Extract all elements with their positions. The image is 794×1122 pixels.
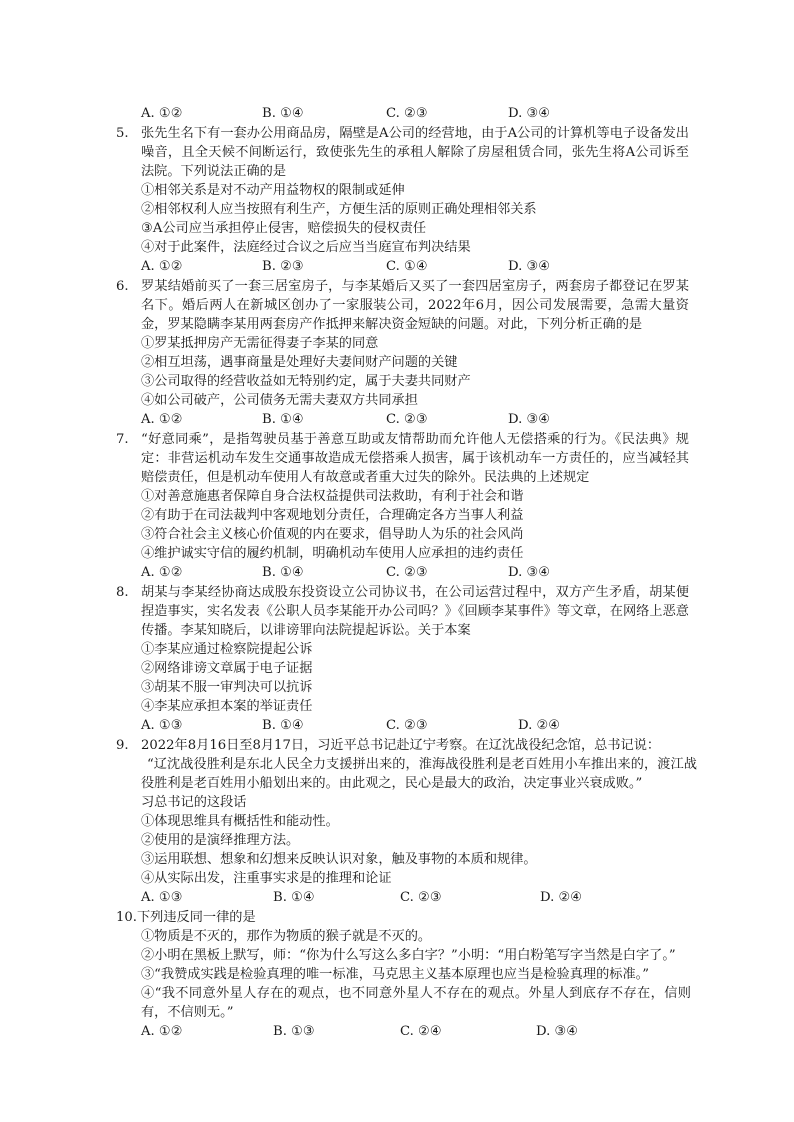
statement-3: ③A公司应当承担停止侵害，赔偿损失的侵权责任: [141, 221, 427, 236]
question-number: 8.: [116, 585, 129, 600]
option-c: C. ②③: [400, 890, 442, 905]
options-row: [0, 1022, 794, 1041]
options-row: [0, 257, 794, 276]
options-row: [0, 716, 794, 735]
option-b: B. ①④: [262, 718, 304, 733]
question-stem: 下列违反同一律的是: [137, 910, 256, 925]
question-prompt: 习总书记的这段话: [141, 795, 247, 810]
statement-4: ④“我不同意外星人存在的观点，也不同意外星人不存在的观点。外星人到底存不存在，信则有，不信则无。”: [141, 986, 691, 1020]
option-d: D. ③④: [508, 259, 551, 274]
option-a: A. ①②: [141, 565, 183, 580]
statement-3: ③胡某不服一审判决可以抗诉: [141, 680, 313, 695]
statement-1: ①对善意施惠者保障自身合法权益提供司法救助，有利于社会和谐: [141, 489, 524, 504]
statement-1: ①相邻关系是对不动产用益物权的限制或延伸: [141, 183, 405, 198]
option-d: D. ③④: [508, 106, 551, 121]
option-a: A. ①②: [141, 259, 183, 274]
option-a: A. ①③: [141, 890, 183, 905]
statement-4: ④李某应承担本案的举证责任: [141, 699, 313, 714]
option-c: C. ②④: [400, 1024, 442, 1039]
question-8: [0, 583, 794, 735]
option-a: A. ①③: [141, 718, 183, 733]
statement-3: ③符合社会主义核心价值观的内在要求，倡导助人为乐的社会风尚: [141, 527, 524, 542]
option-c: C. ②③: [386, 565, 428, 580]
question-number: 9.: [116, 738, 129, 753]
question-number: 10.: [116, 910, 137, 925]
statement-1: ①体现思维具有概括性和能动性。: [141, 814, 339, 829]
option-b: B. ①④: [262, 412, 304, 427]
exam-page: [0, 104, 794, 1042]
question-6: [0, 277, 794, 429]
statement-4: ④维护诚实守信的履约机制，明确机动车使用人应承担的违约责任: [141, 546, 524, 561]
options-row: [0, 410, 794, 429]
question-stem: 胡某与李某经协商达成股东投资设立公司协议书，在公司运营过程中，双方产生矛盾，胡某便捏造事实，实名发表《公职人员李某能开办公司吗？》《回顾李某事件》等文章，在网络上恶意传播。李某知晓后，以诽谤罪向法院提起诉讼。关于本案: [141, 585, 689, 638]
option-b: B. ①④: [273, 890, 315, 905]
option-d: D. ③④: [508, 412, 551, 427]
statement-1: ①李某应通过检察院提起公诉: [141, 642, 313, 657]
option-c: C. ②③: [386, 106, 428, 121]
statement-4: ④从实际出发，注重事实求是的推理和论证: [141, 871, 392, 886]
statement-4: ④如公司破产，公司债务无需夫妻双方共同承担: [141, 393, 418, 408]
option-b: B. ①④: [262, 106, 304, 121]
question-7: [0, 430, 794, 582]
option-c: C. ②③: [386, 412, 428, 427]
option-c: C. ②③: [386, 718, 428, 733]
quotation: “辽沈战役胜利是东北人民全力支援拼出来的，淮海战役胜利是老百姓用小车推出来的，渡江战役胜利是老百姓用小船划出来的。由此观之，民心是最大的政治，决定事业兴衰成败。”: [141, 757, 697, 791]
option-a: A. ①②: [141, 412, 183, 427]
question-stem: 罗某结婚前买了一套三居室房子，与李某婚后又买了一套四居室房子，两套房子都登记在罗某名下。婚后两人在新城区创办了一家服装公司，2022年6月，因公司发展需要，急需大量资金，罗某隐瞒李某用两套房产作抵押来解决资金短缺的问题。对此，下列分析正确的是: [141, 279, 689, 332]
statement-3: ③“我赞成实践是检验真理的唯一标准，马克思主义基本原理也应当是检验真理的标准。”: [141, 967, 650, 982]
statement-4: ④对于此案件，法庭经过合议之后应当当庭宣布判决结果: [141, 240, 471, 255]
question-5: [0, 124, 794, 276]
statement-2: ②使用的是演绎推理方法。: [141, 833, 300, 848]
question-9: [0, 736, 794, 907]
statement-3: ③运用联想、想象和幻想来反映认识对象，触及事物的本质和规律。: [141, 852, 537, 867]
statement-3: ③公司取得的经营收益如无特别约定，属于夫妻共同财产: [141, 374, 471, 389]
statement-1: ①罗某抵押房产无需征得妻子李某的同意: [141, 336, 379, 351]
question-stem: “好意同乘”，是指驾驶员基于善意互助或友情帮助而允许他人无偿搭乘的行为。《民法典》规定：非营运机动车发生交通事故造成无偿搭乘人损害，属于该机动车一方责任的，应当减轻其赔偿责任，但是机动车使用人有故意或者重大过失的除外。民法典的上述规定: [141, 432, 689, 485]
question-number: 5.: [116, 126, 129, 141]
option-a: A. ①②: [141, 106, 183, 121]
statement-2: ②相邻权利人应当按照有利生产，方便生活的原则正确处理相邻关系: [141, 202, 537, 217]
option-d: D. ③④: [536, 1024, 579, 1039]
statement-2: ②小明在黑板上默写，师：“你为什么写这么多白字？”小明：“用白粉笔写字当然是白字了。”: [141, 948, 676, 963]
option-a: A. ①②: [141, 1024, 183, 1039]
statement-1: ①物质是不灭的，那作为物质的猴子就是不灭的。: [141, 929, 432, 944]
option-c: C. ①④: [386, 259, 428, 274]
question-stem: 2022年8月16日至8月17日，习近平总书记赴辽宁考察。在辽沈战役纪念馆，总书记说：: [141, 738, 661, 753]
question-stem: 张先生名下有一套办公用商品房，隔壁是A公司的经营地，由于A公司的计算机等电子设备发出噪音，且全天候不间断运行，致使张先生的承租人解除了房屋租赁合同，张先生将A公司诉至法院。下列说法正确的是: [141, 126, 689, 179]
option-d: D. ②④: [518, 718, 561, 733]
option-b: B. ①④: [262, 565, 304, 580]
options-row: [0, 888, 794, 907]
statement-2: ②相互坦荡，遇事商量是处理好夫妻间财产问题的关键: [141, 355, 458, 370]
question-number: 7.: [116, 432, 129, 447]
options-row: [0, 563, 794, 582]
question-number: 6.: [116, 279, 129, 294]
option-d: D. ②④: [540, 890, 583, 905]
option-d: D. ③④: [508, 565, 551, 580]
question-10: [0, 908, 794, 1041]
option-b: B. ①③: [273, 1024, 315, 1039]
option-b: B. ②③: [262, 259, 304, 274]
statement-2: ②网络诽谤文章属于电子证据: [141, 661, 313, 676]
statement-2: ②有助于在司法裁判中客观地划分责任，合理确定各方当事人利益: [141, 508, 524, 523]
options-row-prev: [0, 104, 794, 123]
